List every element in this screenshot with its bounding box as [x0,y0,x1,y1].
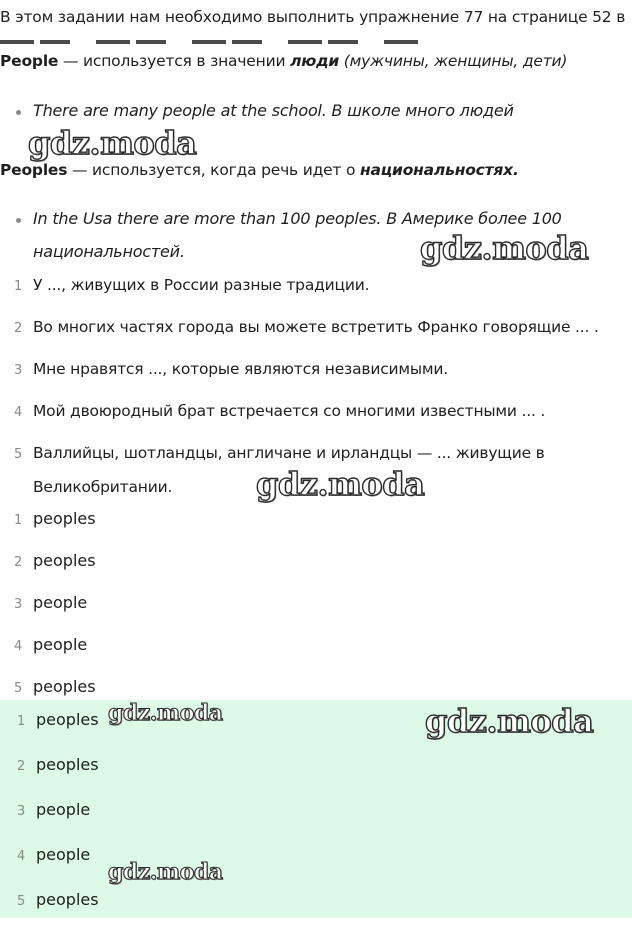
definition-peoples-text: — используется, когда речь идет о [67,161,360,179]
answer-number: 4 [14,639,23,654]
answer-number: 5 [14,681,23,696]
answer-text: peoples [36,710,99,729]
task-text: Валлийцы, шотландцы, англичане и ирландцы — ... живущие в [33,444,545,462]
answer-text: people [36,845,91,864]
example-people: There are many people at the school. В школе много людей [33,101,514,120]
answer-number: 1 [14,513,23,528]
answer-text: peoples [36,890,99,909]
intro-text: В этом задании нам необходимо выполнить упражнение 77 на странице 52 в [0,8,626,26]
answer-text: people [33,635,88,654]
term-people: People [0,52,59,70]
answer-text: people [36,800,91,819]
term-peoples: Peoples [0,161,68,179]
answer-number: 2 [14,555,23,570]
cropped-text-line [0,40,420,44]
answer-text: peoples [33,551,96,570]
definition-people-text: — используется в значении [58,52,291,70]
answer-text: peoples [33,509,96,528]
task-number: 4 [14,405,23,420]
watermark-logo: gdz.moda [425,702,594,740]
answer-number: 3 [17,804,26,819]
answer-number: 5 [17,894,26,909]
task-text: Мой двоюродный брат встречается со многими известными ... . [33,402,546,420]
answer-text: peoples [33,677,96,696]
answer-number: 2 [17,759,26,774]
answer-text: people [33,593,88,612]
answer-number: 3 [14,597,23,612]
answer-number: 1 [17,714,26,729]
watermark-logo: gdz.moda [420,229,589,267]
task-text: У ..., живущих в России разные традиции. [33,276,370,294]
task-number: 3 [14,363,23,378]
definition-people-meaning: люди [290,52,340,70]
watermark-logo: gdz.moda [108,859,223,885]
task-number: 5 [14,447,23,462]
example-peoples-line1: In the Usa there are more than 100 peoples. В Америке более 100 [33,209,562,228]
task-number: 2 [14,321,23,336]
task-text: Мне нравятся ..., которые являются независимыми. [33,360,449,378]
bullet-dot [16,110,21,115]
definition-peoples-meaning: национальностях. [360,161,519,179]
task-text: Во многих частях города вы можете встретить Франко говорящие ... . [33,318,599,336]
task-text-continued: Великобритании. [33,478,173,496]
answer-number: 4 [17,849,26,864]
watermark-logo: gdz.moda [256,465,425,503]
answer-text: peoples [36,755,99,774]
watermark-logo: gdz.moda [108,700,223,726]
definition-people-extra: (мужчины, женщины, дети) [339,52,568,70]
bullet-dot [16,218,21,223]
definition-people [0,52,567,70]
definition-peoples [0,161,519,179]
example-peoples-line2: национальностей. [33,242,185,261]
task-number: 1 [14,279,23,294]
watermark-logo: gdz.moda [28,124,197,162]
